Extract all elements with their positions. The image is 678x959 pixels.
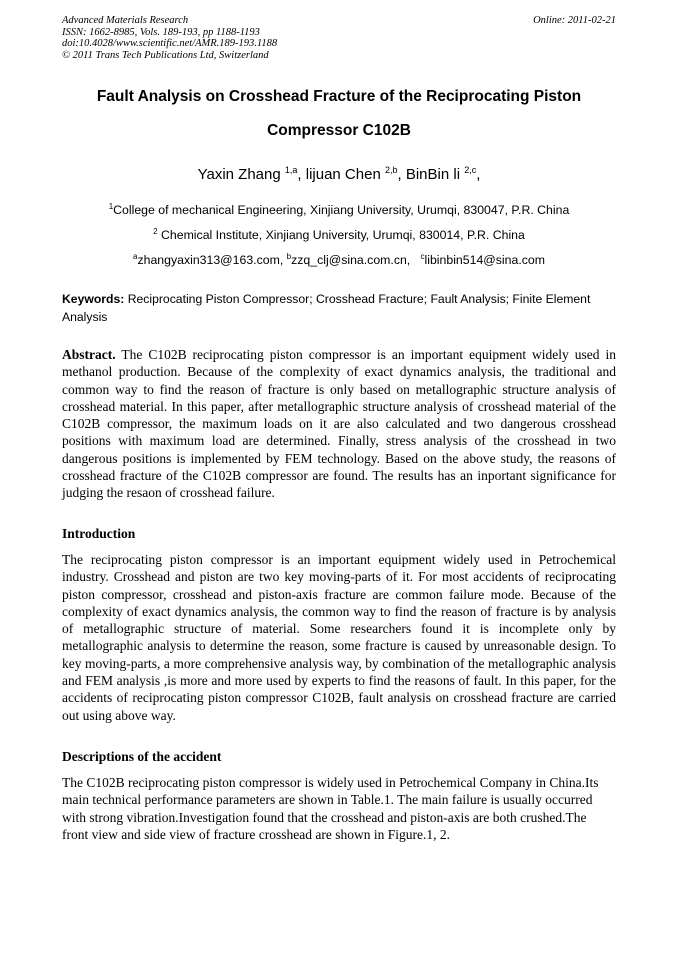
author-sep: , (297, 166, 306, 183)
accident-line: The C102B reciprocating piston compressor is widely used in Petrochemical Company in China.Its (62, 775, 599, 790)
author-sup: 1,a (284, 165, 298, 175)
affiliation-2 (62, 228, 616, 242)
abstract-text: The C102B reciprocating piston compressor is an important equipment widely used in methanol production. Because of the complexity of exact dynamics analysis, the traditional and common way to find the reason of fracture is only based on metallographic structure analysis of crosshead material. In this paper, after metallographic structure analysis of crosshead material of the C102B compressor, the maximum loads on it are also calculated and two dangerous crosshead positions with maximum load are determined. Finally, stress analysis of the crosshead in two dangerous positions is implemented by FEM technology. Based on the above study, the reasons of crosshead fracture of the C102B compressor are found. The results has an inportant significance for judging the resaon of crosshead failure. (62, 347, 616, 501)
author-sep: , (476, 166, 481, 183)
keywords (62, 290, 616, 326)
affiliation-text: College of mechanical Engineering, Xinjiang University, Urumqi, 830047, P.R. China (113, 203, 570, 217)
email-link[interactable]: zhangyaxin313@163.com, (137, 253, 287, 267)
section-heading-accident: Descriptions of the accident (62, 749, 222, 764)
journal-issn: ISSN: 1662-8985, Vols. 189-193, pp 1188-1193 (62, 26, 260, 38)
author-sep: , (397, 166, 406, 183)
abstract (62, 346, 616, 502)
accident-text (62, 774, 616, 843)
keywords-text: Reciprocating Piston Compressor; Crosshead Fracture; Fault Analysis; Finite Element Analysis (62, 292, 591, 324)
email-list (62, 253, 616, 267)
author-name: Yaxin Zhang (197, 166, 281, 183)
author-sup: 2,c (464, 165, 477, 175)
abstract-label: Abstract. (62, 347, 116, 362)
email-link[interactable]: libinbin514@sina.com (424, 253, 545, 267)
journal-copyright: © 2011 Trans Tech Publications Ltd, Switzerland (62, 49, 269, 61)
introduction-text: The reciprocating piston compressor is an important equipment widely used in Petrochemical industry. Crosshead and piston are two key moving-parts of it. For most accidents of reciprocating piston compressor, crosshead and piston-axis fracture are common failure mode. Because of the complexity of exact dynamics analysis, the common way to find the reason of fracture is by analysis of metallographic structure of material. Some researchers found it is incomplete only by metallographic analysis to determine the reason, some fracture is caused by unreasonable design. To key moving-parts, a more comprehensive analysis way, by combination of the metallographic analysis and FEM analysis ,is more and more used by experts to find the reasons of fault. In this paper, for the accidents of reciprocating piston compressor C102B, fault analysis on crosshead fracture are carried out using above way. (62, 552, 616, 723)
affiliation-sup: 2 (153, 227, 158, 236)
email-sup: a (133, 252, 138, 261)
author-sup: 2,b (384, 165, 398, 175)
journal-header (62, 15, 616, 61)
keywords-label: Keywords: (62, 292, 125, 306)
journal-name: Advanced Materials Research (62, 15, 189, 26)
online-date: Online: 2011-02-21 (533, 15, 616, 26)
email-sup: c (420, 252, 425, 261)
title-line-1: Fault Analysis on Crosshead Fracture of the Reciprocating Piston (96, 88, 582, 105)
accident-line: with strong vibration.Investigation found that the crosshead and piston-axis are both crushed.The (62, 809, 587, 825)
journal-doi: doi:10.4028/www.scientific.net/AMR.189-193.1188 (62, 38, 278, 50)
affiliation-sup: 1 (108, 202, 114, 211)
email-link[interactable]: zzq_clj@sina.com.cn, (291, 253, 421, 267)
affiliation-text: Chemical Institute, Xinjiang University, Urumqi, 830014, P.R. China (157, 228, 525, 242)
author-list (62, 166, 616, 183)
accident-line: main technical performance parameters are shown in Table.1. The main failure is usually occurred (62, 792, 593, 808)
section-heading-introduction: Introduction (62, 526, 136, 541)
author-name: lijuan Chen (305, 166, 381, 183)
author-name: BinBin li (405, 166, 461, 183)
accident-line: front view and side view of fracture crosshead are shown in Figure.1, 2. (62, 826, 451, 842)
title-line-2: Compressor C102B (267, 122, 411, 139)
affiliation-1 (62, 203, 616, 217)
email-sup: b (286, 252, 292, 261)
